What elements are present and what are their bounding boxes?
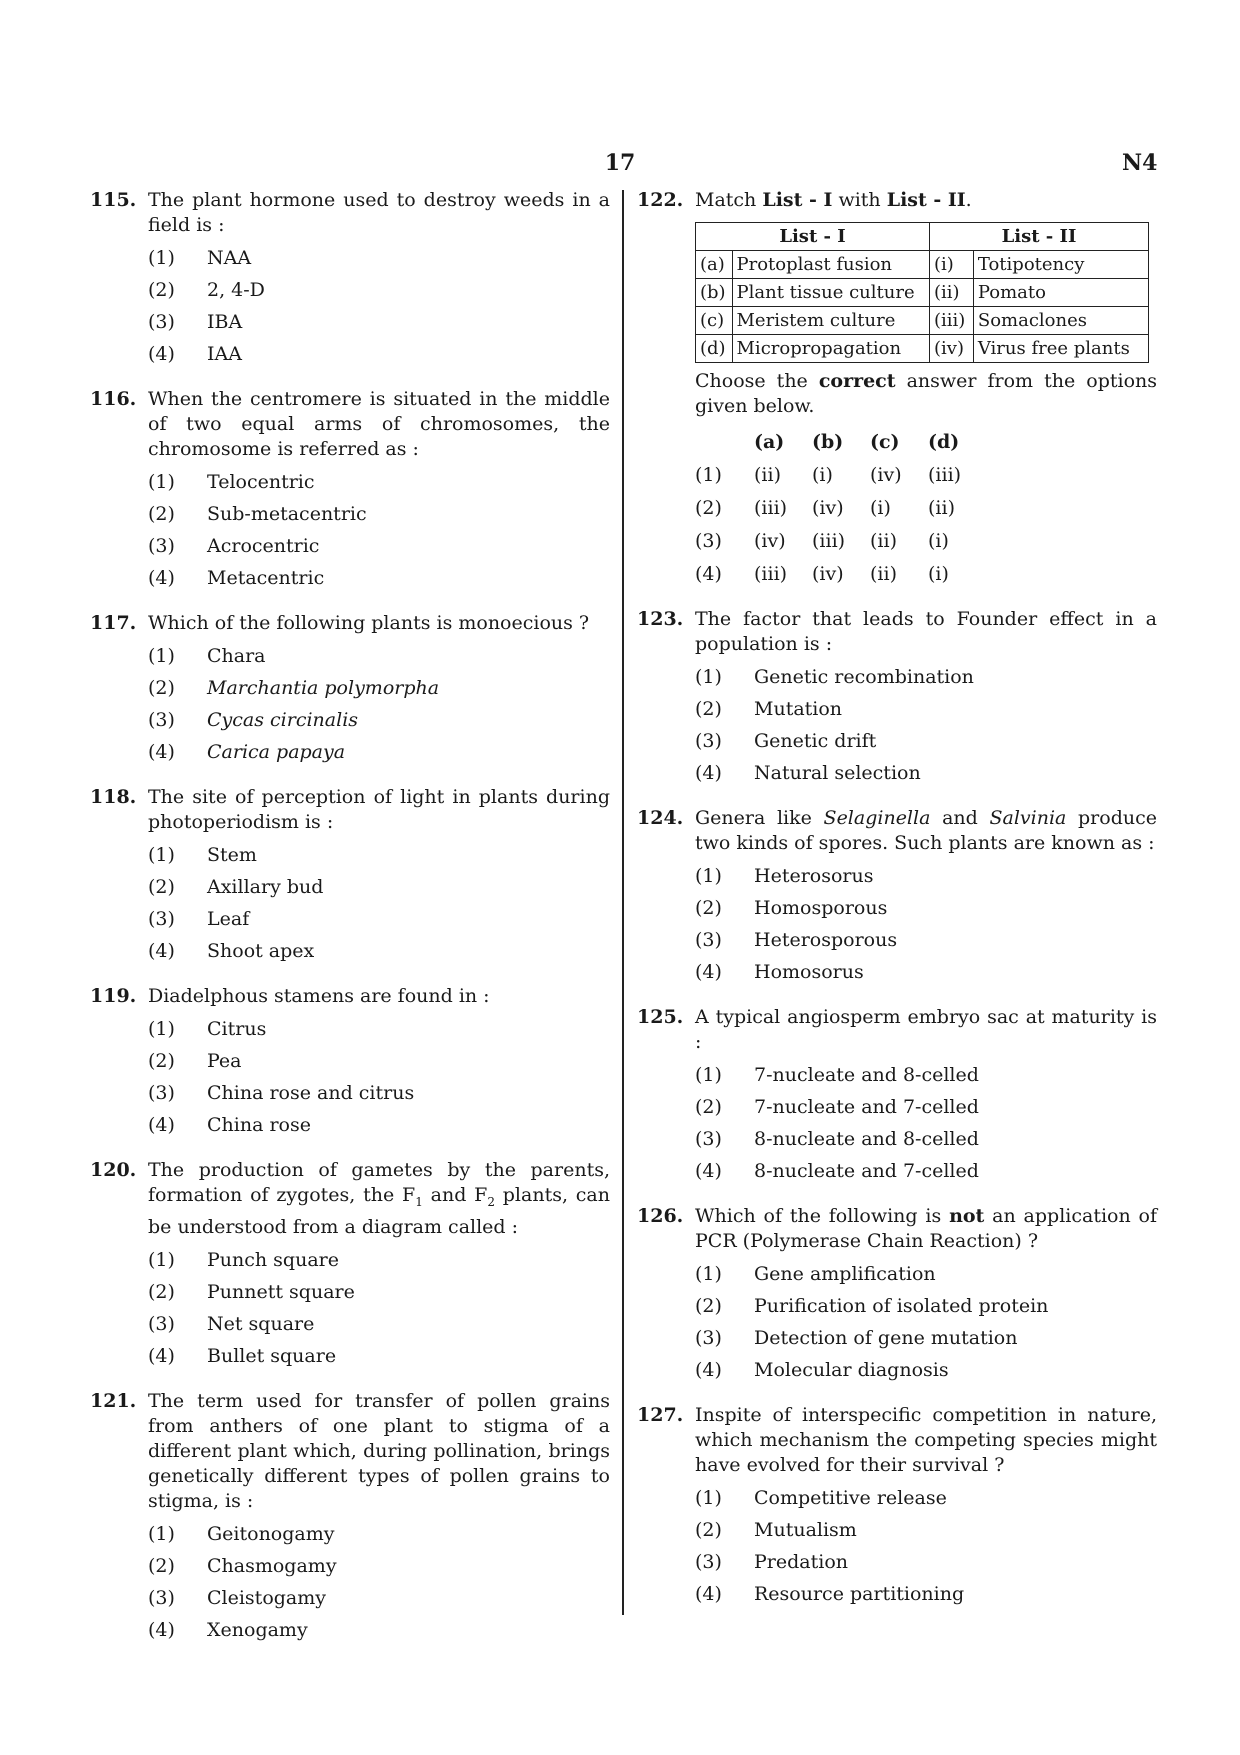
question-text: The site of perception of light in plants during photoperiodism is : — [148, 786, 610, 833]
option-number: (4) — [148, 343, 175, 365]
option-2[interactable] — [695, 491, 1157, 524]
option-1[interactable] — [695, 1482, 1157, 1514]
text-part: plants, can be understood from a diagram called : — [148, 1184, 610, 1238]
text-part: produce two kinds of spores. Such plants are known as : — [695, 807, 1157, 854]
answer-cell: (ii) — [928, 496, 955, 519]
list-one-label: List - I — [762, 189, 833, 211]
left-column — [90, 188, 610, 1646]
option-2[interactable] — [148, 274, 610, 306]
item-roman: (iii) — [930, 307, 974, 335]
answer-cell: (ii) — [870, 562, 897, 585]
column-head: (a) — [754, 430, 785, 453]
option-number: (1) — [148, 1248, 175, 1271]
text-part: . — [965, 189, 972, 211]
answer-cell: (i) — [928, 529, 949, 552]
option-number: (3) — [148, 1312, 175, 1335]
list-one-header: List - I — [696, 223, 930, 251]
option-text: Cycas circinalis — [207, 709, 359, 731]
options — [695, 860, 1157, 988]
option-text: Cleistogamy — [207, 1586, 327, 1609]
answer-cell: (iv) — [870, 463, 902, 486]
question-number: 121. — [90, 1389, 137, 1412]
option-1[interactable] — [148, 1013, 610, 1045]
question-127 — [637, 1403, 1157, 1610]
option-3[interactable] — [695, 1546, 1157, 1578]
option-4[interactable] — [695, 757, 1157, 789]
option-text: Predation — [754, 1551, 848, 1573]
question-117 — [90, 611, 610, 768]
question-number: 123. — [637, 608, 684, 630]
question-text: Which of the following plants is monoecious ? — [148, 612, 590, 634]
option-1[interactable] — [148, 839, 610, 871]
option-text: Carica papaya — [207, 741, 346, 763]
item-text: Plant tissue culture — [732, 279, 930, 307]
option-text: 7-nucleate and 8-celled — [754, 1064, 979, 1086]
genus-name: Salvinia — [989, 807, 1067, 829]
option-number: (4) — [695, 562, 722, 585]
option-text: Leaf — [207, 908, 250, 930]
option-number: (1) — [148, 471, 175, 493]
option-3[interactable] — [148, 1077, 610, 1109]
option-3[interactable] — [695, 1123, 1157, 1155]
option-3[interactable] — [148, 1582, 610, 1614]
option-number: (1) — [695, 865, 722, 887]
item-roman: (iv) — [930, 335, 974, 363]
option-number: (3) — [148, 1586, 175, 1609]
option-text: Marchantia polymorpha — [207, 677, 440, 699]
question-123 — [637, 607, 1157, 789]
choose-instruction — [695, 369, 1157, 419]
option-text: Shoot apex — [207, 940, 315, 962]
options — [148, 1518, 610, 1646]
option-number: (3) — [148, 908, 175, 930]
option-4[interactable] — [695, 1578, 1157, 1610]
question-number: 119. — [90, 985, 137, 1007]
option-number: (2) — [695, 1096, 722, 1118]
option-text: Homosporous — [754, 897, 888, 919]
question-126 — [637, 1204, 1157, 1386]
booklet-code: N4 — [1122, 150, 1158, 176]
option-text: Punnett square — [207, 1280, 355, 1303]
question-text — [148, 1158, 610, 1240]
question-number: 125. — [637, 1006, 684, 1028]
option-number: (1) — [148, 645, 175, 667]
option-4[interactable] — [148, 1614, 610, 1646]
text-part: and — [930, 807, 990, 829]
option-number: (1) — [695, 666, 722, 688]
subscript: 1 — [415, 1194, 423, 1209]
option-4[interactable] — [695, 1354, 1157, 1386]
question-number: 122. — [637, 189, 684, 211]
item-letter: (b) — [696, 279, 733, 307]
option-1[interactable] — [695, 1059, 1157, 1091]
option-text: Metacentric — [207, 567, 325, 589]
option-text: Homosorus — [754, 961, 864, 983]
option-text: 8-nucleate and 7-celled — [754, 1160, 979, 1182]
question-number: 120. — [90, 1159, 137, 1181]
options — [148, 640, 610, 768]
option-text: Bullet square — [207, 1344, 337, 1367]
option-3[interactable] — [695, 1322, 1157, 1354]
question-124 — [637, 806, 1157, 988]
option-4[interactable] — [148, 562, 610, 594]
question-text: The term used for transfer of pollen grains from anthers of one plant to stigma of a different plant which, during pollination, brings genetically different types of pollen grains to stigma, is : — [148, 1389, 610, 1512]
option-2[interactable] — [148, 871, 610, 903]
option-number: (4) — [695, 1583, 722, 1605]
option-text: Mutualism — [754, 1519, 857, 1541]
options — [695, 1059, 1157, 1187]
option-number: (3) — [148, 709, 175, 731]
answer-grid — [695, 425, 1157, 590]
item-text: Protoplast fusion — [732, 251, 930, 279]
option-number: (2) — [695, 897, 722, 919]
question-number: 118. — [90, 786, 137, 808]
option-number: (1) — [695, 1487, 722, 1509]
item-text: Somaclones — [973, 307, 1148, 335]
question-text — [695, 188, 1157, 213]
option-4[interactable] — [695, 1155, 1157, 1187]
question-121 — [90, 1389, 610, 1646]
answer-cell: (i) — [812, 463, 833, 486]
option-1[interactable] — [148, 1518, 610, 1550]
item-text: Virus free plants — [973, 335, 1148, 363]
question-text: A typical angiosperm embryo sac at maturity is : — [695, 1006, 1157, 1053]
table-row — [696, 335, 1149, 363]
question-120 — [90, 1158, 610, 1372]
text-part: The production of gametes by the parents, formation of zygotes, the F — [148, 1159, 610, 1206]
text-part: and F — [422, 1184, 488, 1206]
text-part: an application of PCR (Polymerase Chain Reaction) ? — [695, 1205, 1157, 1252]
match-table — [695, 222, 1149, 363]
options — [148, 1013, 610, 1141]
option-text: 7-nucleate and 7-celled — [754, 1096, 979, 1118]
options — [148, 466, 610, 594]
option-text: Gene amplification — [754, 1263, 936, 1285]
option-text: 8-nucleate and 8-celled — [754, 1128, 979, 1150]
option-1[interactable] — [148, 1244, 610, 1276]
option-text: China rose — [207, 1114, 311, 1136]
answer-cell: (ii) — [870, 529, 897, 552]
subscript: 2 — [487, 1194, 495, 1209]
option-text: IAA — [207, 343, 242, 365]
option-text: Heterosporous — [754, 929, 898, 951]
text-part: with — [832, 189, 887, 211]
option-text: Net square — [207, 1312, 315, 1335]
question-number: 116. — [90, 388, 137, 410]
option-2[interactable] — [148, 498, 610, 530]
option-text: Purification of isolated protein — [754, 1295, 1049, 1317]
table-header — [696, 223, 1149, 251]
question-number: 124. — [637, 807, 684, 829]
option-3[interactable] — [148, 704, 610, 736]
option-number: (3) — [148, 535, 175, 557]
answer-grid-header — [695, 425, 1157, 458]
option-2[interactable] — [148, 1276, 610, 1308]
item-letter: (c) — [696, 307, 733, 335]
option-4[interactable] — [148, 935, 610, 967]
option-text: Axillary bud — [207, 876, 324, 898]
question-122 — [637, 188, 1157, 590]
item-text: Pomato — [973, 279, 1148, 307]
option-4[interactable] — [148, 338, 610, 370]
option-3[interactable] — [148, 1308, 610, 1340]
options — [148, 1244, 610, 1372]
column-head: (c) — [870, 430, 900, 453]
option-number: (4) — [148, 1344, 175, 1367]
item-roman: (i) — [930, 251, 974, 279]
option-number: (4) — [148, 1618, 175, 1641]
option-number: (2) — [148, 503, 175, 525]
option-text: NAA — [207, 247, 252, 269]
emphasis: not — [949, 1205, 985, 1227]
item-text: Meristem culture — [732, 307, 930, 335]
question-number: 126. — [637, 1205, 684, 1227]
option-1[interactable] — [695, 860, 1157, 892]
option-number: (1) — [148, 1522, 175, 1545]
option-text: Sub-metacentric — [207, 503, 367, 525]
text-part: answer from the options given below. — [695, 370, 1157, 417]
option-text: Competitive release — [754, 1487, 947, 1509]
option-number: (1) — [695, 1064, 722, 1086]
answer-cell: (iii) — [812, 529, 846, 552]
option-3[interactable] — [148, 530, 610, 562]
question-text: The factor that leads to Founder effect in a population is : — [695, 608, 1157, 655]
answer-cell: (iv) — [754, 529, 786, 552]
option-number: (4) — [695, 1359, 722, 1381]
table-row — [696, 251, 1149, 279]
option-2[interactable] — [148, 672, 610, 704]
table-row — [696, 279, 1149, 307]
genus-name: Selaginella — [823, 807, 931, 829]
option-3[interactable] — [695, 524, 1157, 557]
emphasis: correct — [818, 370, 896, 392]
option-3[interactable] — [148, 903, 610, 935]
option-text: Citrus — [207, 1018, 267, 1040]
question-number: 117. — [90, 612, 137, 634]
option-number: (2) — [148, 1554, 175, 1577]
question-text: Inspite of interspecific competition in nature, which mechanism the competing species might have evolved for their survival ? — [695, 1404, 1157, 1476]
option-number: (4) — [695, 961, 722, 983]
option-number: (4) — [148, 940, 175, 962]
list-two-header: List - II — [930, 223, 1149, 251]
option-4[interactable] — [148, 1109, 610, 1141]
question-number: 115. — [90, 189, 137, 211]
option-number: (2) — [695, 496, 722, 519]
item-letter: (d) — [696, 335, 733, 363]
answer-cell: (ii) — [754, 463, 781, 486]
option-number: (2) — [148, 1050, 175, 1072]
question-125 — [637, 1005, 1157, 1187]
option-4[interactable] — [148, 1340, 610, 1372]
question-text: When the centromere is situated in the middle of two equal arms of chromosomes, the chromosome is referred as : — [148, 388, 610, 460]
options — [148, 839, 610, 967]
option-text: Genetic drift — [754, 730, 877, 752]
option-text: Mutation — [754, 698, 843, 720]
option-1[interactable] — [695, 661, 1157, 693]
option-text: Natural selection — [754, 762, 921, 784]
option-2[interactable] — [148, 1045, 610, 1077]
question-119 — [90, 984, 610, 1141]
option-number: (3) — [695, 529, 722, 552]
option-text: China rose and citrus — [207, 1082, 415, 1104]
option-text: Molecular diagnosis — [754, 1359, 949, 1381]
option-4[interactable] — [695, 557, 1157, 590]
option-number: (3) — [695, 1128, 722, 1150]
option-text: Punch square — [207, 1248, 339, 1271]
option-number: (2) — [695, 698, 722, 720]
option-1[interactable] — [695, 1258, 1157, 1290]
option-3[interactable] — [695, 725, 1157, 757]
text-part: Match — [695, 189, 763, 211]
option-number: (2) — [695, 1295, 722, 1317]
option-number: (3) — [695, 1327, 722, 1349]
option-2[interactable] — [695, 892, 1157, 924]
option-number: (4) — [148, 567, 175, 589]
table-row — [696, 307, 1149, 335]
question-text: Diadelphous stamens are found in : — [148, 985, 490, 1007]
option-number: (2) — [148, 677, 175, 699]
option-text: Heterosorus — [754, 865, 874, 887]
column-divider — [622, 190, 624, 1615]
option-text: Stem — [207, 844, 257, 866]
option-number: (2) — [148, 1280, 175, 1303]
option-number: (3) — [695, 1551, 722, 1573]
option-1[interactable] — [695, 458, 1157, 491]
option-number: (4) — [148, 1114, 175, 1136]
option-2[interactable] — [695, 1091, 1157, 1123]
option-text: Resource partitioning — [754, 1583, 965, 1605]
option-text: IBA — [207, 311, 243, 333]
option-number: (3) — [148, 1082, 175, 1104]
answer-cell: (iii) — [754, 496, 788, 519]
option-text: Detection of gene mutation — [754, 1327, 1018, 1349]
answer-cell: (iv) — [812, 562, 844, 585]
text-part: Genera like — [695, 807, 824, 829]
option-number: (1) — [148, 247, 175, 269]
option-number: (1) — [695, 463, 722, 486]
option-2[interactable] — [695, 693, 1157, 725]
item-text: Totipotency — [973, 251, 1148, 279]
option-number: (1) — [148, 844, 175, 866]
option-2[interactable] — [148, 1550, 610, 1582]
option-text: Acrocentric — [207, 535, 320, 557]
option-number: (4) — [148, 741, 175, 763]
question-118 — [90, 785, 610, 967]
options — [695, 661, 1157, 789]
option-text: 2, 4-D — [207, 279, 265, 301]
option-number: (3) — [148, 311, 175, 333]
answer-cell: (i) — [928, 562, 949, 585]
option-text: Telocentric — [207, 471, 315, 493]
option-text: Genetic recombination — [754, 666, 974, 688]
option-2[interactable] — [695, 1290, 1157, 1322]
option-text: Chasmogamy — [207, 1554, 337, 1577]
right-column — [637, 188, 1157, 1610]
option-number: (4) — [695, 1160, 722, 1182]
option-1[interactable] — [148, 466, 610, 498]
answer-cell: (i) — [870, 496, 891, 519]
option-number: (1) — [148, 1018, 175, 1040]
item-roman: (ii) — [930, 279, 974, 307]
option-1[interactable] — [148, 242, 610, 274]
list-two-label: List - II — [886, 189, 966, 211]
option-number: (2) — [695, 1519, 722, 1541]
column-head: (b) — [812, 430, 844, 453]
option-1[interactable] — [148, 640, 610, 672]
item-text: Micropropagation — [732, 335, 930, 363]
question-116 — [90, 387, 610, 594]
options — [695, 1258, 1157, 1386]
option-3[interactable] — [695, 924, 1157, 956]
option-number: (2) — [148, 876, 175, 898]
option-text: Geitonogamy — [207, 1522, 335, 1545]
option-4[interactable] — [148, 736, 610, 768]
option-2[interactable] — [695, 1514, 1157, 1546]
options — [148, 242, 610, 370]
text-part: Choose the — [695, 370, 819, 392]
options — [695, 1482, 1157, 1610]
text-part: Which of the following is — [695, 1205, 950, 1227]
answer-cell: (iv) — [812, 496, 844, 519]
option-4[interactable] — [695, 956, 1157, 988]
option-text: Xenogamy — [207, 1618, 308, 1641]
question-text: The plant hormone used to destroy weeds in a field is : — [148, 189, 610, 236]
question-number: 127. — [637, 1404, 684, 1426]
option-text: Chara — [207, 645, 266, 667]
question-text — [695, 806, 1157, 856]
item-letter: (a) — [696, 251, 733, 279]
option-number: (2) — [148, 279, 175, 301]
page-number: 17 — [604, 150, 636, 176]
answer-cell: (iii) — [754, 562, 788, 585]
option-number: (3) — [695, 929, 722, 951]
option-number: (1) — [695, 1263, 722, 1285]
option-text: Pea — [207, 1050, 242, 1072]
column-head: (d) — [928, 430, 960, 453]
option-number: (4) — [695, 762, 722, 784]
option-number: (3) — [695, 730, 722, 752]
question-text — [695, 1204, 1157, 1254]
question-115 — [90, 188, 610, 370]
answer-cell: (iii) — [928, 463, 962, 486]
option-3[interactable] — [148, 306, 610, 338]
